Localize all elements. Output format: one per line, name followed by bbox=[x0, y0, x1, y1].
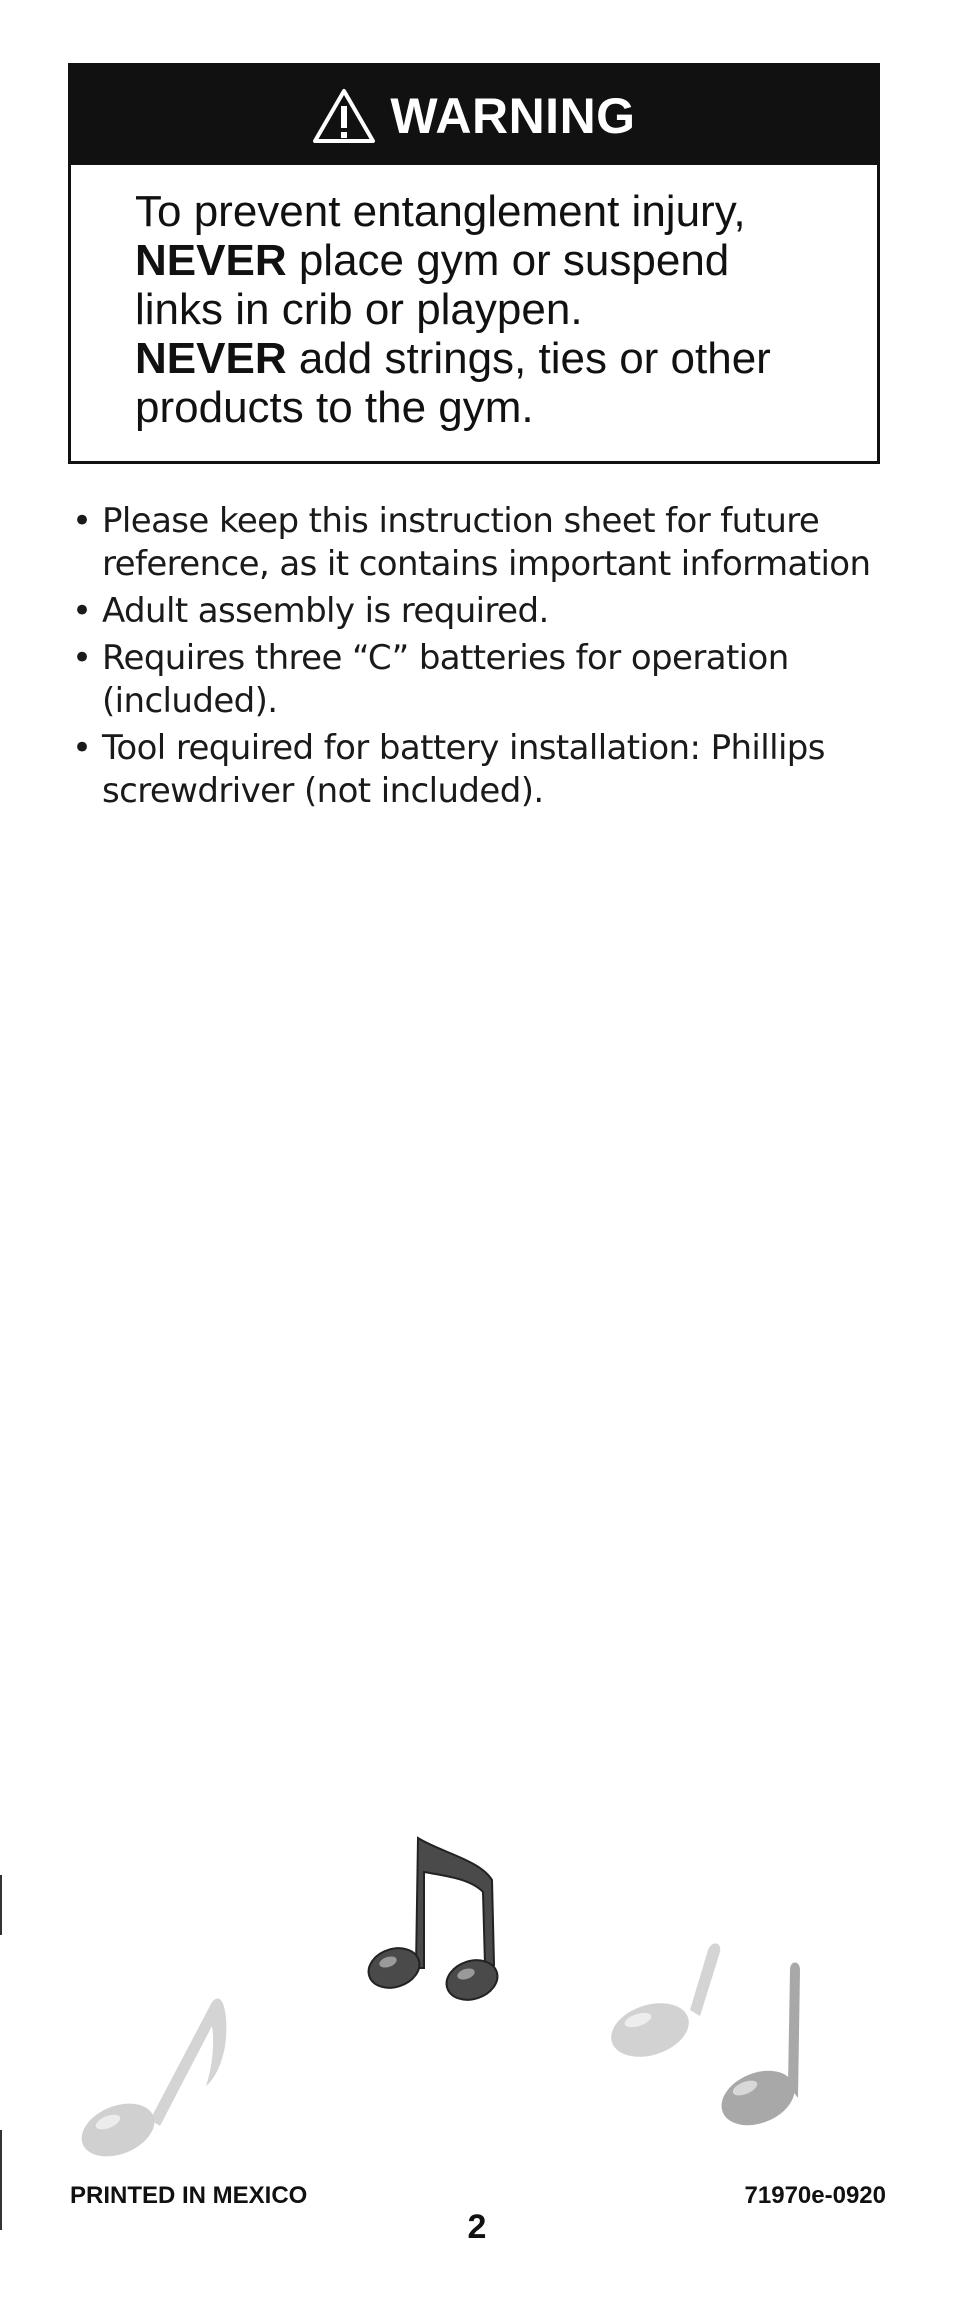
bullet-dot: • bbox=[72, 591, 92, 631]
bullet-dot: • bbox=[72, 501, 92, 541]
document-code: 71970e-0920 bbox=[744, 2182, 886, 2209]
page-number: 2 bbox=[467, 2208, 487, 2246]
warning-body bbox=[71, 165, 877, 432]
music-beamed-notes-icon bbox=[363, 1838, 502, 2006]
list-item: • Adult assembly is required. bbox=[72, 591, 549, 631]
bullet-dot: • bbox=[72, 728, 92, 768]
bullet-dot: • bbox=[72, 638, 92, 678]
warning-header bbox=[71, 66, 877, 165]
music-notes-decoration bbox=[0, 1780, 954, 2160]
music-note-icon bbox=[604, 1943, 720, 2066]
printed-in-label: PRINTED IN MEXICO bbox=[70, 2182, 308, 2209]
warning-line: To prevent entanglement injury, bbox=[135, 187, 746, 236]
warning-line: NEVER place gym or suspend bbox=[135, 236, 730, 285]
warning-line: links in crib or playpen. bbox=[135, 285, 583, 334]
list-item: • Please keep this instruction sheet for future reference, as it contains important information bbox=[72, 501, 871, 584]
warning-title: WARNING bbox=[390, 87, 636, 144]
warning-box bbox=[68, 63, 880, 464]
list-item: • Requires three “C” batteries for operation (included). bbox=[72, 638, 789, 721]
warning-line: NEVER add strings, ties or other bbox=[135, 334, 771, 383]
warning-line: products to the gym. bbox=[135, 383, 534, 432]
music-note-icon bbox=[713, 1963, 802, 2136]
music-note-icon bbox=[74, 1998, 227, 2160]
warning-triangle-icon bbox=[312, 88, 376, 144]
instruction-list bbox=[72, 500, 872, 817]
list-item: • Tool required for battery installation: Phillips screwdriver (not included). bbox=[72, 728, 825, 811]
